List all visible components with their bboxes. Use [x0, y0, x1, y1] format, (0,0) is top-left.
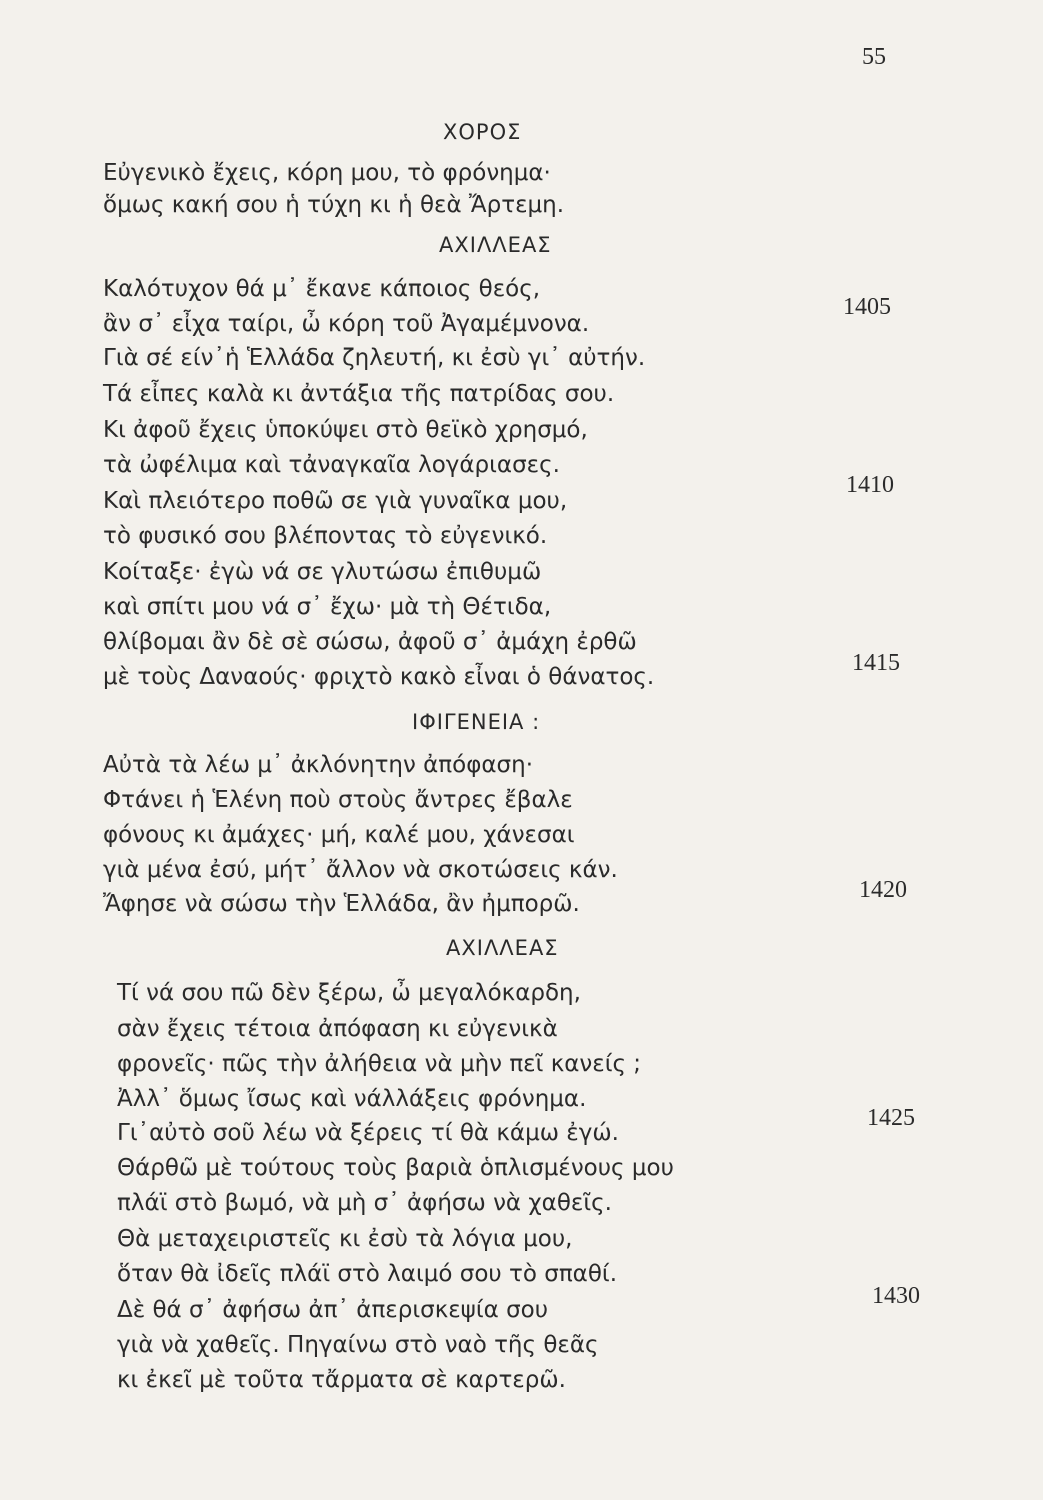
verse-line: μὲ τοὺς Δαναούς· φριχτὸ κακὸ εἶναι ὁ θάνατος. [103, 664, 655, 690]
speaker-heading: ΙΦΙΓΕΝΕΙΑ : [412, 710, 541, 734]
verse-line: ἂν σ᾿ εἶχα ταίρι, ὦ κόρη τοῦ Ἀγαμέμνονα. [103, 311, 590, 337]
line-number: 1430 [872, 1283, 920, 1309]
verse-line: Γιὰ σέ είν᾿ἡ Ἑλλάδα ζηλευτή, κι ἐσὺ γι᾿ αὐτήν. [103, 345, 646, 371]
verse-line: γιὰ νὰ χαθεῖς. Πηγαίνω στὸ ναὸ τῆς θεᾶς [117, 1332, 599, 1358]
verse-line: Κοίταξε· ἐγὼ νά σε γλυτώσω ἐπιθυμῶ [103, 559, 542, 585]
verse-line: Ἀλλ᾿ ὅμως ἴσως καὶ νάλλάξεις φρόνημα. [117, 1086, 587, 1112]
line-number: 1425 [867, 1105, 915, 1131]
verse-line: σὰν ἔχεις τέτοια ἀπόφαση κι εὐγενικὰ [117, 1016, 558, 1042]
speaker-heading: ΑΧΙΛΛΕΑΣ [446, 936, 559, 960]
verse-line: γιὰ μένα ἐσύ, μήτ᾿ ἄλλον νὰ σκοτώσεις κάν. [103, 857, 618, 883]
verse-line: τὸ φυσικό σου βλέποντας τὸ εὐγενικό. [103, 523, 548, 549]
verse-line: ὅταν θὰ ἰδεῖς πλάϊ στὸ λαιμό σου τὸ σπαθί. [117, 1261, 618, 1287]
line-number: 1405 [843, 294, 891, 320]
verse-line: Κι ἀφοῦ ἔχεις ὑποκύψει στὸ θεϊκὸ χρησμό, [103, 417, 588, 443]
speaker-heading: ΑΧΙΛΛΕΑΣ [439, 233, 552, 257]
verse-line: Ἄφησε νὰ σώσω τὴν Ἑλλάδα, ἂν ἠμπορῶ. [103, 891, 580, 917]
line-number: 1410 [846, 472, 894, 498]
verse-line: καὶ σπίτι μου νά σ᾿ ἔχω· μὰ τὴ Θέτιδα, [103, 594, 552, 620]
page-number: 55 [862, 44, 886, 70]
verse-line: ὅμως κακή σου ἡ τύχη κι ἡ θεὰ Ἄρτεμη. [103, 192, 565, 218]
verse-line: φόνους κι ἀμάχες· μή, καλέ μου, χάνεσαι [103, 822, 575, 848]
speaker-heading: ΧΟΡΟΣ [443, 120, 522, 144]
verse-line: Αὐτὰ τὰ λέω μ᾿ ἀκλόνητην ἀπόφαση· [103, 752, 534, 778]
verse-line: κι ἐκεῖ μὲ τοῦτα τἄρματα σὲ καρτερῶ. [117, 1367, 566, 1393]
verse-line: Θὰ μεταχειριστεῖς κι ἐσὺ τὰ λόγια μου, [117, 1226, 573, 1252]
verse-line: τὰ ὠφέλιμα καὶ τἀναγκαῖα λογάριασες. [103, 452, 560, 478]
verse-line: Καὶ πλειότερο ποθῶ σε γιὰ γυναῖκα μου, [103, 488, 568, 514]
verse-line: Εὐγενικὸ ἔχεις, κόρη μου, τὸ φρόνημα· [103, 160, 551, 186]
verse-line: Δὲ θά σ᾿ ἀφήσω ἀπ᾿ ἀπερισκεψία σου [117, 1297, 549, 1323]
verse-line: Θάρθῶ μὲ τούτους τοὺς βαριὰ ὁπλισμένους μου [117, 1155, 674, 1181]
verse-line: θλίβομαι ἂν δὲ σὲ σώσω, ἀφοῦ σ᾿ ἀμάχη ἐρθῶ [103, 629, 637, 655]
line-number: 1420 [859, 877, 907, 903]
verse-line: Καλότυχον θά μ᾿ ἔκανε κάποιος θεός, [103, 276, 541, 302]
verse-line: πλάϊ στὸ βωμό, νὰ μὴ σ᾿ ἀφήσω νὰ χαθεῖς. [117, 1190, 612, 1216]
verse-line: Γι᾿αὐτὸ σοῦ λέω νὰ ξέρεις τί θὰ κάμω ἐγώ. [117, 1120, 619, 1146]
verse-line: Φτάνει ἡ Ἑλένη ποὺ στοὺς ἄντρες ἔβαλε [103, 787, 573, 813]
line-number: 1415 [852, 650, 900, 676]
verse-line: Τί νά σου πῶ δὲν ξέρω, ὦ μεγαλόκαρδη, [117, 980, 581, 1006]
verse-line: φρονεῖς· πῶς τὴν ἀλήθεια νὰ μὴν πεῖ κανείς ; [117, 1051, 642, 1077]
verse-line: Τά εἶπες καλὰ κι ἀντάξια τῆς πατρίδας σου. [103, 381, 615, 407]
